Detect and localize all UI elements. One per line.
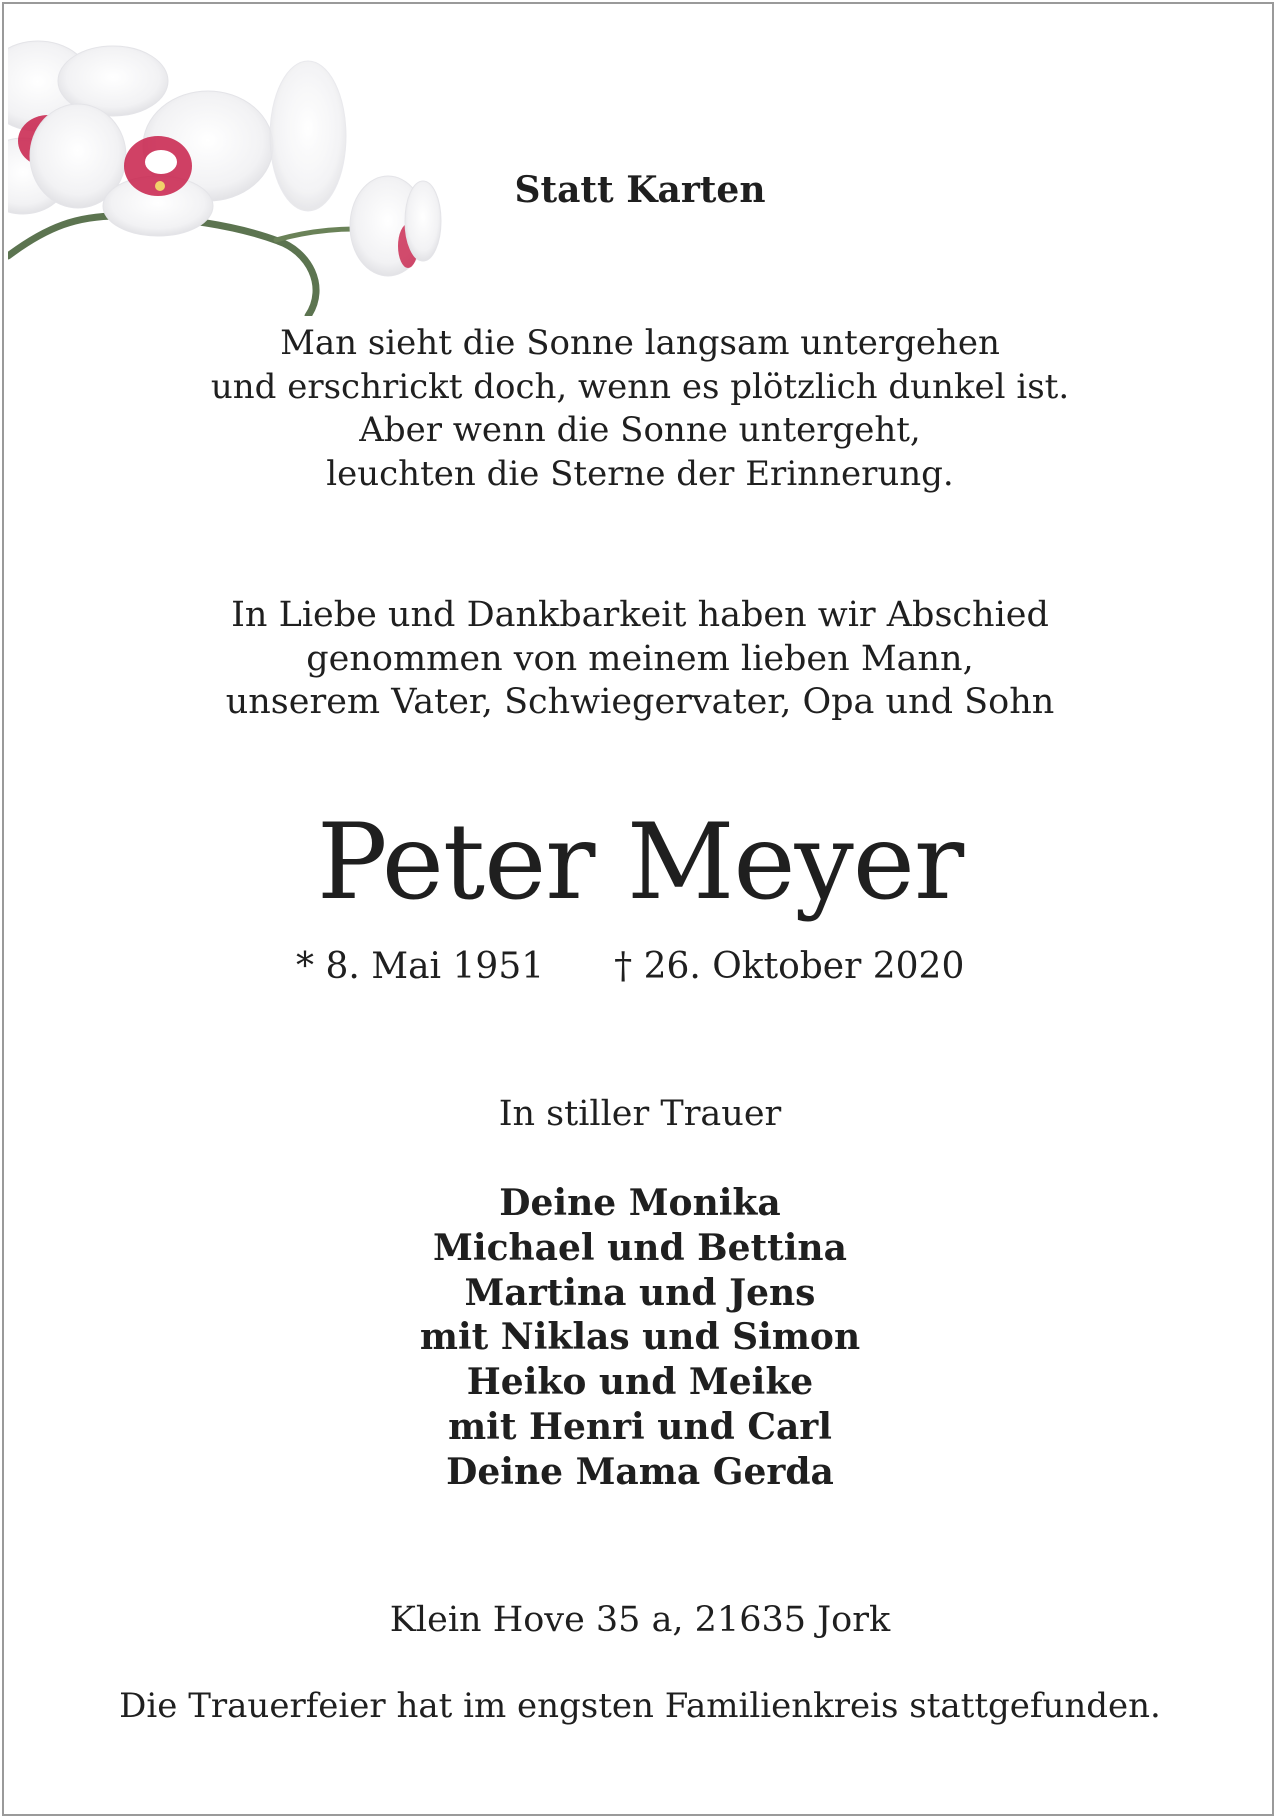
intro-line: genommen von meinem lieben Mann, [306, 638, 974, 679]
ceremony-note: Die Trauerfeier hat im engsten Familienkreis stattgefunden. [119, 1686, 1161, 1726]
life-dates [296, 944, 964, 990]
poem-line: Aber wenn die Sonne untergeht, [359, 410, 921, 450]
birth-date: * 8. Mai 1951 [296, 946, 545, 987]
mourner-entry: Heiko und Meike [466, 1361, 814, 1404]
mourner-entry: Deine Monika [499, 1182, 781, 1224]
deceased-name: Peter Meyer [316, 801, 964, 923]
poem-line: Man sieht die Sonne langsam untergehen [280, 323, 1000, 363]
mourner-entry: Deine Mama Gerda [446, 1450, 834, 1493]
death-date: † 26. Oktober 2020 [614, 946, 965, 987]
notice-kicker: Statt Karten [514, 169, 766, 211]
poem-line: und erschrickt doch, wenn es plötzlich dunkel ist. [210, 366, 1070, 407]
mourner-entry: Martina und Jens [464, 1271, 816, 1314]
intro-line: In Liebe und Dankbarkeit haben wir Abschied [231, 595, 1049, 635]
mourning-line: In stiller Trauer [498, 1094, 782, 1134]
intro-line: unserem Vater, Schwiegervater, Opa und Sohn [225, 682, 1055, 722]
mourner-entry: mit Henri und Carl [448, 1405, 832, 1448]
farewell-intro [0, 594, 1280, 725]
poem-verse [0, 322, 1280, 496]
mourner-entry: mit Niklas und Simon [419, 1316, 861, 1359]
poem-line: leuchten die Sterne der Erinnerung. [326, 453, 954, 494]
mourners-list [0, 1181, 1280, 1495]
family-address: Klein Hove 35 a, 21635 Jork [389, 1600, 891, 1640]
mourner-entry: Michael und Bettina [433, 1226, 847, 1269]
